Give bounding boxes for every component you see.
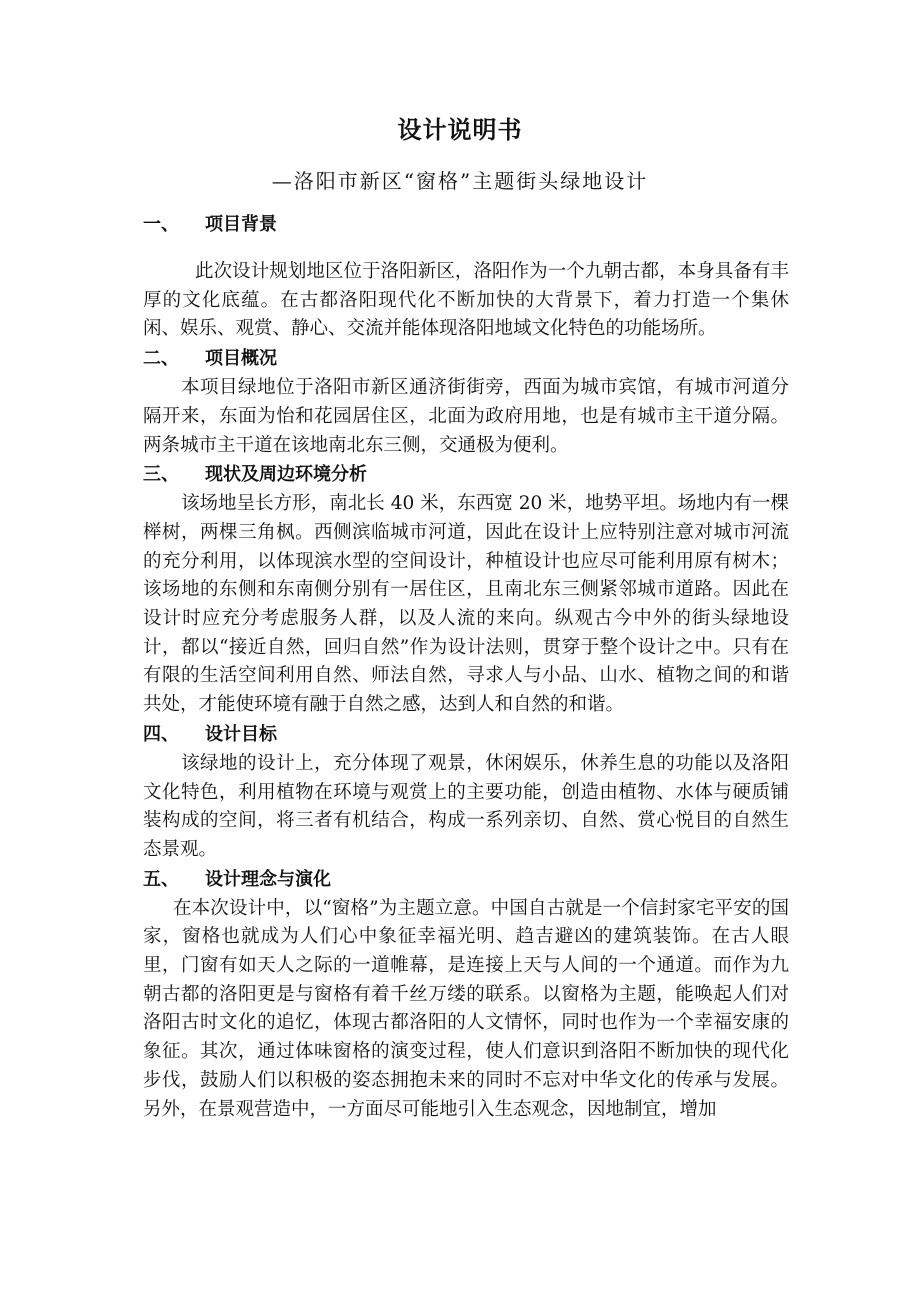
document-subtitle: —洛阳市新区“窗格”主题街头绿地设计 bbox=[271, 169, 649, 193]
section-title: 设计理念与演化 bbox=[205, 868, 331, 890]
section-heading-overview bbox=[143, 344, 789, 374]
section-heading-site-analysis bbox=[143, 460, 789, 490]
section-title: 现状及周边环境分析 bbox=[205, 464, 367, 486]
section-number: 三、 bbox=[143, 464, 179, 486]
section-paragraph-design-concept: 在本次设计中，以“窗格”为主题立意。中国自古就是一个信封家宅平安的国家，窗格也就成为人们心中象征幸福光明、趋吉避凶的建筑装饰。在古人眼里，门窗有如天人之际的一道帷幕，是连接上天与人间的一个通道。而作为九朝古都的洛阳更是与窗格有着千丝万缕的联系。以窗格为主题，能唤起人们对洛阳古时文化的追忆，体现古都洛阳的人文情怀，同时也作为一个幸福安康的象征。其次，通过体味窗格的演变过程，使人们意识到洛阳不断加快的现代化步伐，鼓励人们以积极的姿态拥抱未来的同时不忘对中华文化的传承与发展。另外，在景观营造中，一方面尽可能地引入生态观念，因地制宜，增加 bbox=[143, 897, 789, 1120]
section-heading-design-goals bbox=[143, 720, 789, 750]
document-body bbox=[143, 210, 789, 1124]
section-number: 一、 bbox=[143, 214, 179, 235]
section-title: 项目背景 bbox=[205, 214, 277, 235]
section-number: 五、 bbox=[143, 868, 179, 890]
section-paragraph-overview: 本项目绿地位于洛阳市新区通济街街旁，西面为城市宾馆，有城市河道分隔开来，东面为怡和花园居住区，北面为政府用地，也是有城市主干道分隔。两条城市主干道在该地南北东三侧，交通极为便利。 bbox=[143, 377, 789, 456]
section-paragraph-design-goals: 该绿地的设计上，充分体现了观景，休闲娱乐，休养生息的功能以及洛阳文化特色，利用植物在环境与观赏上的主要功能，创造由植物、水体与硬质铺装构成的空间，将三者有机结合，构成一系列亲切、自然、赏心悦目的自然生态景观。 bbox=[143, 752, 789, 860]
section-paragraph-background: 此次设计规划地区位于洛阳新区，洛阳作为一个九朝古都，本身具备有丰厚的文化底蕴。在古都洛阳现代化不断加快的大背景下，着力打造一个集休闲、娱乐、观赏、静心、交流并能体现洛阳地域文化特色的功能场所。 bbox=[143, 261, 789, 340]
section-number: 四、 bbox=[143, 723, 179, 745]
section-title: 设计目标 bbox=[205, 723, 277, 745]
section-paragraph-site-analysis: 该场地呈长方形，南北长 40 米，东西宽 20 米，地势平坦。场地内有一棵榉树，两棵三角枫。西侧滨临城市河道，因此在设计上应特别注意对城市河流的充分利用，以体现滨水型的空间设计，种植设计也应尽可能利用原有树木；该场地的东侧和东南侧分别有一居住区，且南北东三侧紧邻城市道路。因此在设计时应充分考虑服务人群，以及人流的来向。纵观古今中外的街头绿地设计，都以“接近自然，回归自然”作为设计法则，贯穿于整个设计之中。只有在有限的生活空间利用自然、师法自然，寻求人与小品、山水、植物之间的和谐共处，才能使环境有融于自然之感，达到人和自然的和谐。 bbox=[143, 493, 789, 716]
document-title: 设计说明书 bbox=[397, 116, 523, 144]
section-number: 二、 bbox=[143, 348, 179, 370]
section-heading-background bbox=[143, 210, 789, 240]
section-heading-design-concept bbox=[143, 865, 789, 895]
section-title: 项目概况 bbox=[205, 348, 277, 370]
